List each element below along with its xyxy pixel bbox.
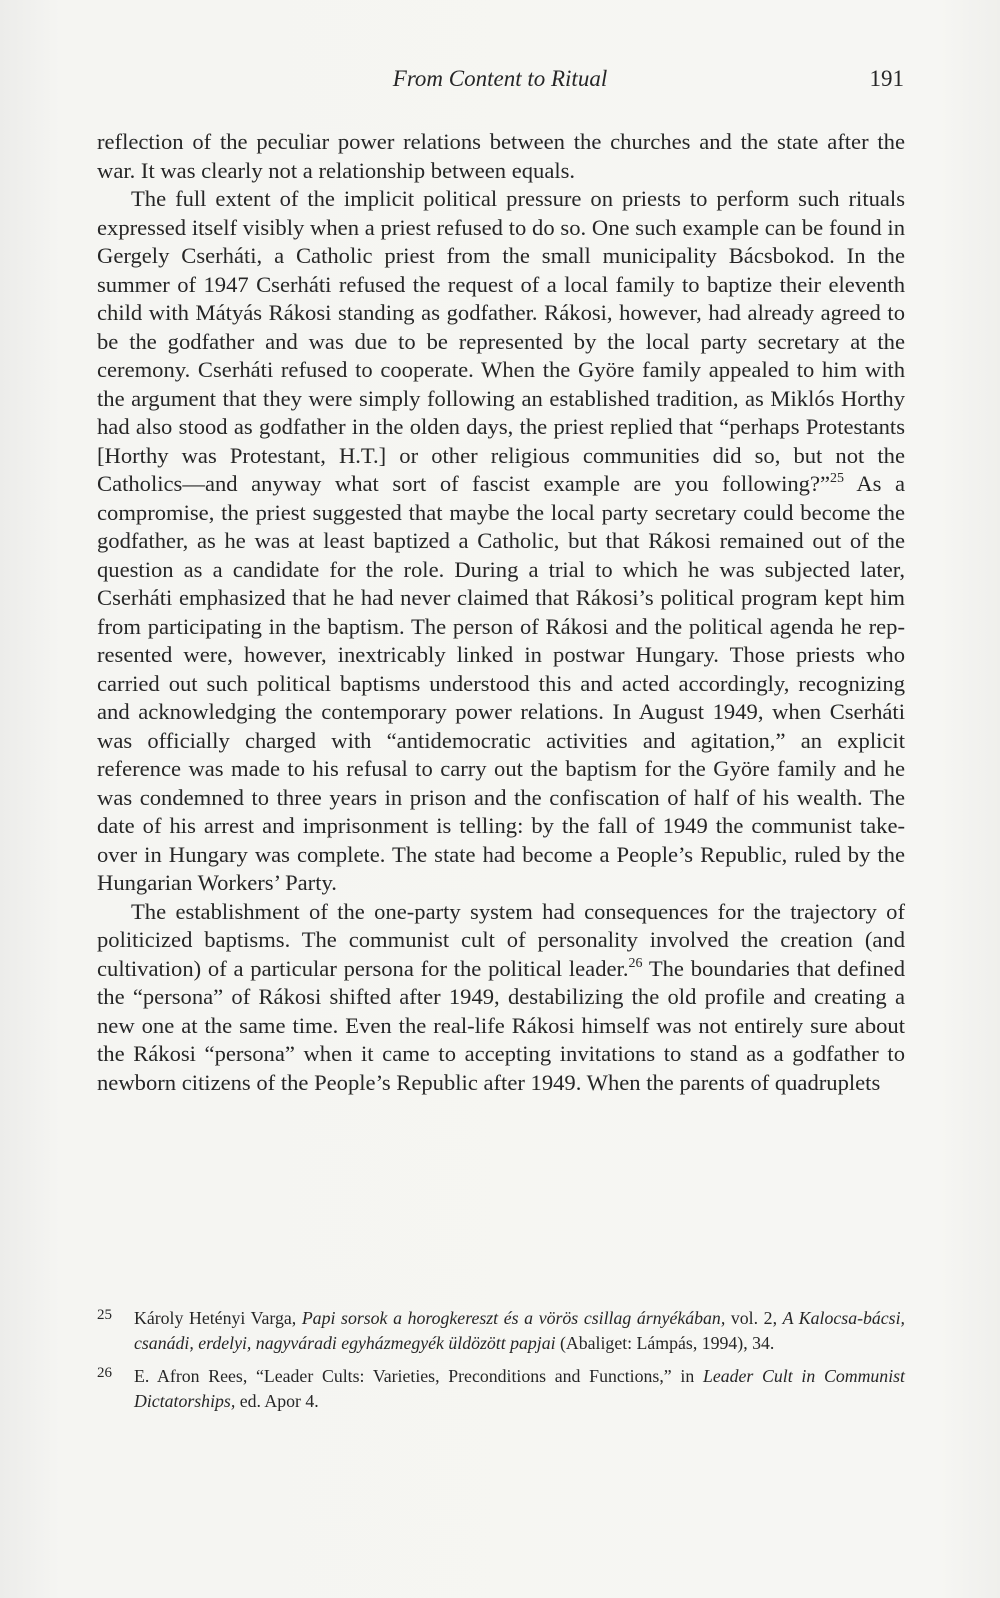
- footnote-number: 26: [97, 1365, 112, 1381]
- footnote-text: Károly Hetényi Varga,: [134, 1308, 302, 1328]
- footnote-26: [97, 1364, 905, 1414]
- running-head: [96, 66, 904, 96]
- paragraph-3-text-a: The establishment of the one-party system had consequences for the trajectory of politicized baptisms. The communist cult of personality involved the creation (and cultivation) of a particular persona for the political leader.: [97, 898, 905, 981]
- body-text: [97, 128, 905, 1097]
- footnote-text: ed. Apor 4.: [235, 1391, 319, 1411]
- paragraph-1-text: reflection of the peculiar power relations between the churches and the state after the war. It was clearly not a relationship between equals.: [97, 129, 905, 183]
- footnote-text: vol. 2,: [725, 1308, 783, 1328]
- footnote-italic-subtitle: A Kalocsa-bácsi, csanádi, erdelyi, nagyváradi egyházmegyék üldözött papjai: [134, 1308, 905, 1353]
- running-title: From Content to Ritual: [392, 66, 608, 91]
- footnote-25: [97, 1306, 905, 1356]
- footnote-text: E. Afron Rees, “Leader Cults: Varieties, Preconditions and Functions,” in: [134, 1366, 703, 1386]
- paragraph-3: [97, 898, 905, 1098]
- paragraph-2-text-a: The full extent of the implicit political pressure on priests to perform such rituals expressed itself visibly when a priest refused to do so. One such example can be found in Gergely Cserháti, a Catholic priest from the small municipality Bácsbokod. In the summer of 1947 Cserháti refused the request of a local family to baptize their eleventh child with Mátyás Rákosi standing as godfather. Rákosi, however, had already agreed to be the godfather and was due to be represented by the local party secretary at the ceremony. Cserháti refused to cooperate. When the Györe family appealed to him with the argument that they were simply following an established tradition, as Miklós Horthy had also stood as godfather in the olden days, the priest replied that “perhaps Protestants [Horthy was Protestant, H.T.] or other religious communities did so, but not the Catholics—and anyway what sort of fascist example are you following?”: [97, 186, 905, 496]
- footnote-italic-title: Papi sorsok a horogkereszt és a vörös csillag árnyékában,: [301, 1308, 726, 1328]
- footnote-ref-25[interactable]: 25: [830, 471, 845, 486]
- footnote-number: 25: [97, 1307, 112, 1323]
- paragraph-2-text-b: As a compromise, the priest suggested that maybe the local party secretary could become the godfather, as he was at least baptized a Catholic, but that Rákosi remained out of the question as a candidate for the role. During a trial to which he was subjected later, Cserháti emphasized that he had never claimed that Rákosi’s political program kept him from participating in the baptism. The person of Rákosi and the political agenda he represented were, however, inextricably linked in postwar Hungary. Those priests who carried out such political baptisms understood this and acted accordingly, recognizing and acknowledging the contemporary power relations. In August 1949, when Cserháti was officially charged with “antidemocratic activities and agitation,” an explicit reference was made to his refusal to carry out the baptism for the Györe family and he was condemned to three years in prison and the confiscation of half of his wealth. The date of his arrest and imprisonment is telling: by the fall of 1949 the communist take-over in Hungary was complete. The state had become a People’s Republic, ruled by the Hungarian Workers’ Party.: [97, 471, 905, 895]
- footnote-italic-title: Leader Cult in Communist Dictatorships,: [134, 1366, 905, 1411]
- paragraph-1: [97, 128, 905, 185]
- footnote-text: (Abaliget: Lámpás, 1994), 34.: [555, 1333, 775, 1353]
- footnotes: [97, 1306, 905, 1422]
- paragraph-3-text-b: The boundaries that defined the “persona” of Rákosi shifted after 1949, destabilizing the old profile and creating a new one at the same time. Even the real-life Rákosi himself was not entirely sure about the Rákosi “persona” when it came to accepting invitations to stand as a godfather to newborn citizens of the People’s Republic after 1949. When the parents of quadruplets: [97, 955, 905, 1095]
- footnote-ref-26[interactable]: 26: [628, 955, 643, 971]
- page-number: 191: [869, 66, 904, 91]
- paragraph-2: [97, 185, 905, 898]
